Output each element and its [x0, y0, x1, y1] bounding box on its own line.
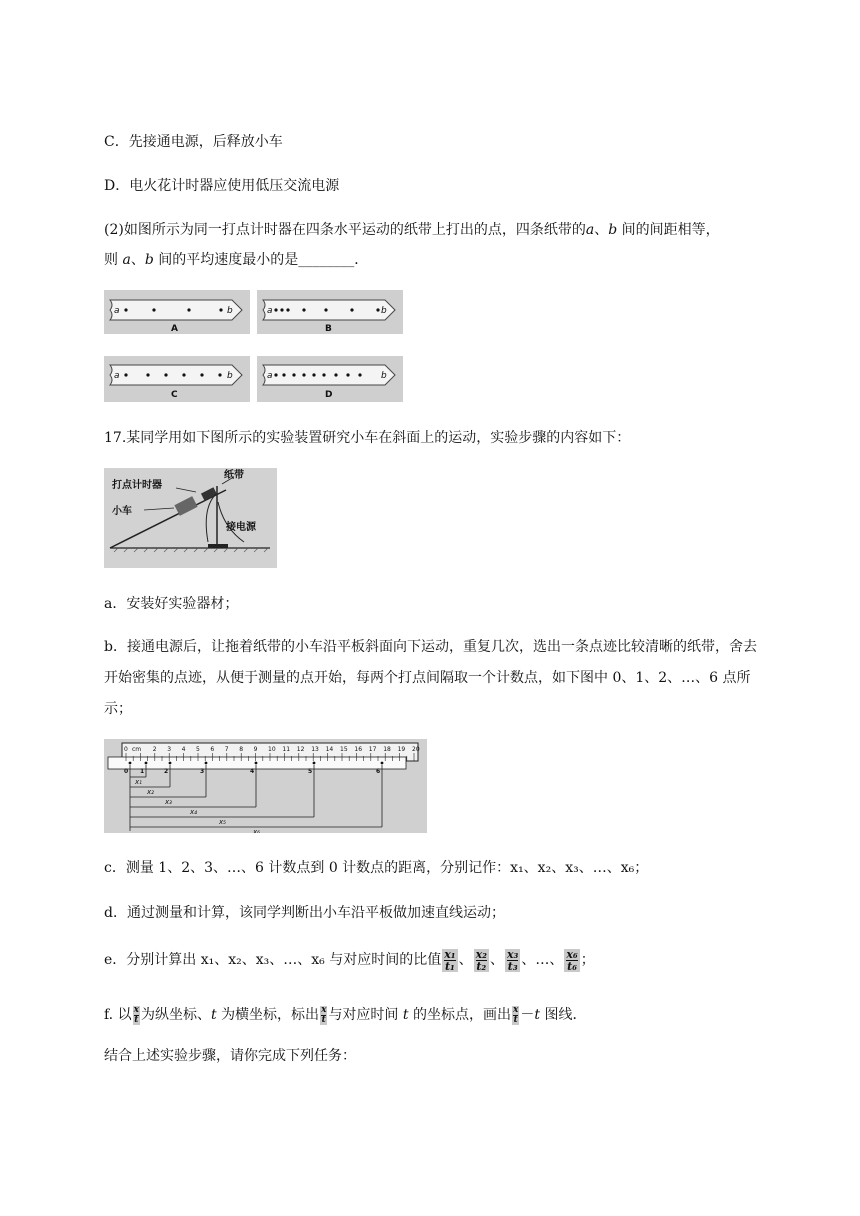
distance-label: x₄ [190, 808, 197, 816]
count-point-label: 4 [250, 768, 255, 775]
fraction-x2-t2: $\frac{\text{x₂}}{\text{t₂}}$ [475, 947, 487, 973]
ruler-tick-label: 9 [253, 746, 258, 753]
distance-label: x₂ [147, 788, 154, 796]
option-d: D．电火花计时器应使用低压交流电源 [104, 178, 340, 194]
apparatus-diagram [104, 468, 277, 568]
label-tape: 纸带 [224, 470, 244, 481]
step-b: b．接通电源后，让拖着纸带的小车沿平板斜面向下运动，重复几次，选出一条点迹比较清晰的纸带，舍去开始密集的点迹，从便于测量的点开始，每两个打点间隔取一个计数点，如下图中 0、1、2、…、6 点所示； [104, 639, 757, 717]
count-point [313, 762, 316, 765]
distance-label: x₃ [165, 798, 172, 806]
count-point [381, 762, 384, 765]
tape-b-label-b: b [381, 306, 387, 316]
tape-diagrams [104, 290, 404, 405]
count-point-label: 0 [124, 768, 129, 775]
ruler-tick-label: 11 [282, 746, 291, 753]
count-point [255, 762, 258, 765]
ruler-tick-label: 20 [412, 746, 420, 753]
tape-c-label-b: b [227, 371, 233, 381]
tape-d-label-a: a [267, 371, 273, 381]
fraction-x-t: $\frac{x}{t}$ [512, 1004, 519, 1025]
step-d: d．通过测量和计算，该同学判断出小车沿平板做加速直线运动； [104, 905, 505, 921]
step-c: c．测量 1、2、3、…、6 计数点到 0 计数点的距离，分别记作：x₁、x₂、x₃、…、x₆； [104, 860, 649, 876]
ruler-tick-label: 18 [383, 746, 391, 753]
ruler-tick-label: 5 [196, 746, 200, 753]
ruler-tick-label: 15 [340, 746, 348, 753]
ruler-tick-label: 17 [368, 746, 377, 753]
question-2-line1: (2)如图所示为同一打点计时器在四条水平运动的纸带上打出的点，四条纸带的a、b 间的间距相等， [104, 222, 720, 238]
ruler-tick-label: 3 [167, 746, 172, 753]
fraction-x-t: $\frac{x}{t}$ [133, 1004, 139, 1025]
count-point [129, 762, 132, 765]
count-point [169, 762, 172, 765]
ruler-tick-label: 10 [268, 746, 276, 753]
step-e: e．分别计算出 x₁、x₂、x₃、…、x₆ 与对应时间的比值 $\frac{\text{x₁}}{\text{t₁}}$ 、 $\frac{\text{x₂}}{\text{t₂}}$ 、 $\frac{\text{x₃}}{\text{t₃}}$ 、…、 $\frac{\text{x₆}}{\text{t₆}}$ ； [104, 947, 595, 973]
count-point-label: 1 [140, 768, 145, 775]
question-17: 17.某同学用如下图所示的实验装置研究小车在斜面上的运动，实验步骤的内容如下： [104, 430, 631, 446]
tape-label-C: C [171, 390, 178, 400]
count-point [205, 762, 208, 765]
label-cart: 小车 [112, 506, 132, 517]
tape-d-label-b: b [381, 371, 387, 381]
ruler-tick-label: 13 [311, 746, 319, 753]
count-point-label: 3 [200, 768, 205, 775]
ruler-tick-label: 14 [325, 746, 334, 753]
tape-a-label-b: b [227, 306, 233, 316]
distance-label: x₆ [253, 828, 260, 833]
tape-c-label-a: a [114, 371, 120, 381]
ruler-tick-label: 7 [224, 746, 229, 753]
conclusion: 结合上述实验步骤，请你完成下列任务： [104, 1048, 356, 1064]
ruler-tick-label: 4 [181, 746, 186, 753]
fraction-x-t: $\frac{x}{t}$ [321, 1004, 327, 1025]
tape-label-D: D [325, 390, 333, 400]
ruler-tick-label: 12 [296, 746, 305, 753]
label-power: 接电源 [226, 522, 256, 533]
fraction-x6-t6: $\frac{\text{x₆}}{\text{t₆}}$ [566, 947, 578, 973]
tape-a-label-a: a [114, 306, 120, 316]
count-point-label: 5 [308, 768, 313, 775]
fraction-x1-t1: $\frac{\text{x₁}}{\text{t₁}}$ [444, 947, 456, 973]
tape-label-B: B [325, 324, 332, 334]
step-a: a．安装好实验器材； [104, 596, 239, 612]
fraction-x3-t3: $\frac{\text{x₃}}{\text{t₃}}$ [507, 947, 519, 973]
ruler-unit: cm [132, 746, 142, 753]
label-timer: 打点计时器 [112, 480, 162, 491]
ruler-tick-label: 6 [210, 746, 215, 753]
option-c: C．先接通电源，后释放小车 [104, 134, 283, 150]
ruler-diagram [104, 739, 427, 833]
question-2-line2: 则 a、b 间的平均速度最小的是________． [104, 252, 369, 268]
step-f: f. 以 $\frac{x}{t}$ 为纵坐标、t 为横坐标，标出 $\frac{x}{t}$ 与对应时间 t 的坐标点，画出 $\frac{x}{t}$ －t 图线． [104, 1004, 587, 1025]
ruler-tick-label: 0 [124, 746, 128, 753]
distance-label: x₁ [135, 778, 142, 786]
count-point [145, 762, 148, 765]
count-point-label: 2 [164, 768, 169, 775]
ruler-tick-label: 19 [397, 746, 406, 753]
ruler-tick-label: 8 [239, 746, 244, 753]
count-point-label: 6 [376, 768, 381, 775]
tape-b-label-a: a [267, 306, 273, 316]
tape-label-A: A [171, 324, 178, 334]
ruler-tick-label: 2 [152, 746, 157, 753]
ruler-tick-label: 16 [354, 746, 363, 753]
distance-label: x₅ [219, 818, 226, 826]
